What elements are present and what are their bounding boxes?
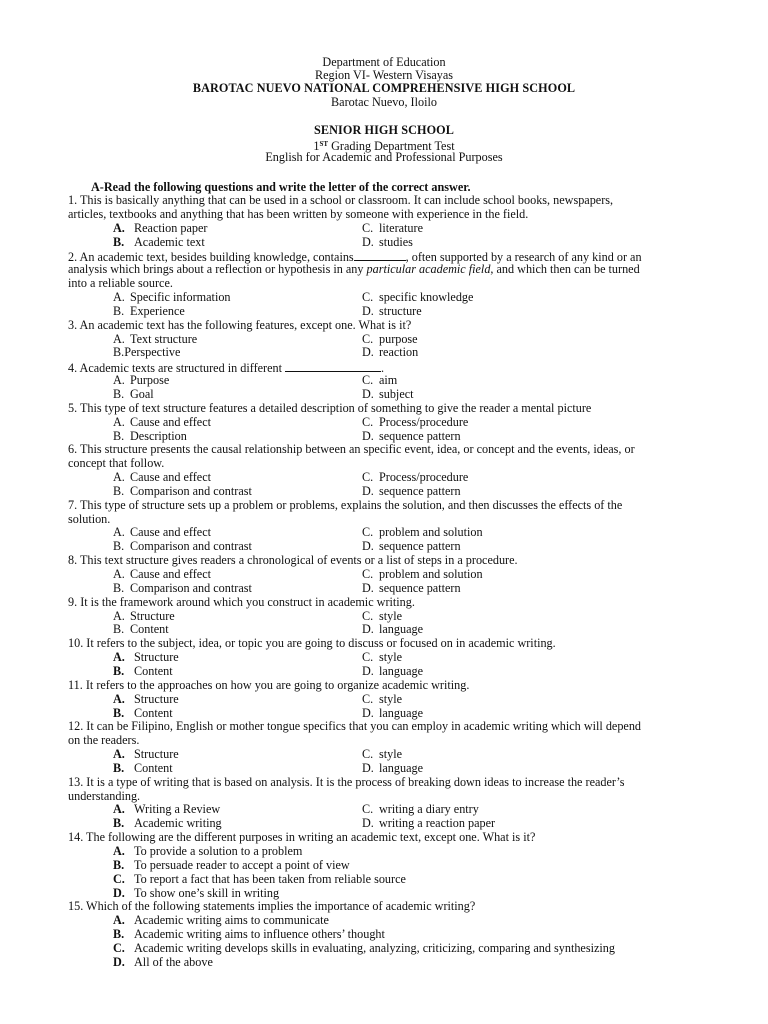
- option-letter: B.: [113, 705, 125, 720]
- option-text: Writing a Review: [134, 802, 221, 817]
- question-stem: 9. It is the framework around which you construct in academic writing.: [68, 594, 415, 609]
- option-text: Purpose: [130, 373, 170, 388]
- option-text: writing a reaction paper: [379, 816, 496, 831]
- option-letter: B.: [113, 386, 125, 401]
- answer-option: [113, 485, 252, 499]
- option-text: style: [379, 650, 403, 665]
- answer-option: [362, 623, 423, 637]
- option-text: Structure: [134, 691, 179, 706]
- question-stem: 6. This structure presents the causal relationship between an specific event, idea, or concept and the events, ideas, or: [68, 442, 635, 457]
- answer-option: [362, 346, 418, 360]
- answer-option: [362, 748, 402, 762]
- option-text: To show one’s skill in writing: [134, 885, 280, 900]
- instruction: A-Read the following questions and write the letter of the correct answer.: [91, 180, 471, 194]
- option-text: Goal: [130, 386, 154, 401]
- option-text: Process/procedure: [379, 470, 469, 484]
- option-text: Process/procedure: [379, 414, 469, 429]
- stem-italic: particular academic field: [366, 262, 491, 277]
- answer-option: [113, 873, 406, 887]
- answer-blank[interactable]: [285, 360, 381, 372]
- answer-option: [362, 236, 413, 250]
- answer-option: [113, 956, 213, 970]
- answer-option: [113, 582, 252, 596]
- option-text: Cause and effect: [130, 567, 211, 581]
- level-text: SENIOR HIGH SCHOOL: [314, 123, 454, 137]
- answer-option: [362, 374, 397, 388]
- answer-option: [362, 707, 423, 721]
- answer-option: [362, 540, 461, 554]
- option-text: specific knowledge: [379, 290, 474, 304]
- option-letter: A.: [113, 650, 125, 665]
- option-text: Structure: [130, 608, 175, 623]
- option-text: Content: [130, 622, 169, 637]
- option-text: Academic text: [134, 234, 205, 249]
- option-letter: C.: [362, 414, 374, 429]
- answer-option: [113, 471, 211, 485]
- option-text: All of the above: [134, 954, 213, 969]
- option-text: aim: [379, 373, 398, 388]
- answer-option: [113, 346, 180, 360]
- answer-option: [113, 845, 302, 859]
- answer-option: [362, 305, 422, 319]
- option-letter: B.: [113, 539, 125, 554]
- answer-option: [113, 374, 169, 388]
- option-letter: C.: [362, 691, 374, 706]
- answer-option: [362, 291, 473, 305]
- question-stem: 15. Which of the following statements implies the importance of academic writing?: [68, 899, 476, 914]
- answer-option: [362, 817, 495, 831]
- answer-option: [113, 651, 179, 665]
- option-letter: C.: [362, 525, 374, 540]
- option-letter: B.: [113, 580, 125, 595]
- option-text: sequence pattern: [379, 580, 461, 595]
- answer-option: [113, 540, 252, 554]
- option-letter: A.: [113, 414, 125, 429]
- option-letter: B.: [113, 816, 125, 831]
- option-letter: B.: [113, 303, 125, 318]
- answer-option: [113, 693, 179, 707]
- grading-sup: ST: [319, 140, 329, 148]
- option-text: language: [379, 705, 423, 720]
- option-text: Academic writing aims to communicate: [134, 913, 329, 928]
- answer-option: [113, 291, 231, 305]
- option-letter: D.: [362, 705, 374, 720]
- option-letter: B.: [113, 663, 125, 678]
- option-text: To provide a solution to a problem: [134, 844, 303, 858]
- option-letter: D.: [113, 885, 125, 900]
- option-text: sequence pattern: [379, 428, 461, 443]
- option-text: Academic writing: [134, 816, 222, 831]
- option-letter: A.: [113, 567, 125, 581]
- option-text: Content: [134, 705, 173, 720]
- option-text: Academic writing aims to influence others’ thought: [134, 927, 385, 942]
- option-text: Comparison and contrast: [130, 580, 252, 595]
- option-text: purpose: [379, 331, 418, 346]
- option-text: problem and solution: [379, 567, 483, 581]
- answer-option: [362, 665, 423, 679]
- option-letter: A.: [113, 913, 125, 928]
- question-stem: 12. It can be Filipino, English or mother tongue specifics that you can employ in academic writing which will depend: [68, 719, 642, 734]
- option-letter: D.: [362, 234, 374, 249]
- answer-option: [113, 914, 329, 928]
- option-letter: C.: [362, 650, 374, 665]
- answer-option: [362, 471, 468, 485]
- answer-option: [362, 526, 483, 540]
- answer-option: [362, 416, 468, 430]
- option-letter: B.: [113, 760, 125, 775]
- stem-text: , and which then can be turned: [490, 262, 640, 277]
- option-text: Content: [134, 760, 173, 775]
- question-stem: 13. It is a type of writing that is based on analysis. It is the process of breaking down ideas to increase the reader’s: [68, 774, 625, 789]
- option-text: Comparison and contrast: [130, 483, 252, 498]
- question-stem: 1. This is basically anything that can be used in a school or classroom. It can include school books, newspapers,: [68, 193, 614, 207]
- option-letter: D.: [362, 760, 374, 775]
- option-text: subject: [379, 386, 414, 401]
- department-line: Department of Education: [322, 55, 446, 69]
- option-letter: D.: [362, 816, 374, 831]
- answer-option: [362, 610, 402, 624]
- option-text: style: [379, 747, 403, 761]
- answer-blank[interactable]: [354, 249, 406, 261]
- option-letter: C.: [113, 940, 125, 955]
- option-text: Perspective: [124, 345, 181, 360]
- grading-rest: Grading Department Test: [328, 139, 455, 153]
- option-letter: A.: [113, 747, 125, 761]
- option-text: Content: [134, 663, 173, 678]
- option-letter: B.: [113, 927, 125, 942]
- option-text: style: [379, 691, 403, 706]
- option-text: To report a fact that has been taken from reliable source: [134, 871, 406, 886]
- option-letter: D.: [362, 663, 374, 678]
- question-stem: understanding.: [68, 788, 141, 803]
- question-stem: concept that follow.: [68, 456, 165, 471]
- question-stem: 14. The following are the different purposes in writing an academic text, except one. What is it?: [68, 830, 536, 845]
- question-stem: solution.: [68, 511, 111, 526]
- stem-text: 2. An academic text, besides building knowledge, contains: [68, 250, 354, 265]
- option-text: Structure: [134, 650, 179, 665]
- stem-text: analysis which brings about a reflection or hypothesis in any: [68, 262, 367, 277]
- option-letter: C.: [362, 802, 374, 817]
- answer-option: [362, 222, 423, 236]
- answer-option: [113, 762, 173, 776]
- option-letter: B.: [113, 857, 125, 872]
- answer-option: [362, 388, 414, 402]
- option-letter: C.: [113, 871, 125, 886]
- answer-option: [113, 665, 173, 679]
- option-text: Specific information: [130, 290, 231, 304]
- option-text: problem and solution: [379, 525, 483, 540]
- answer-option: [362, 693, 402, 707]
- option-letter: B.: [113, 345, 125, 360]
- option-letter: A.: [113, 373, 125, 388]
- answer-option: [362, 333, 418, 347]
- answer-option: [362, 803, 479, 817]
- answer-option: [362, 568, 483, 582]
- option-text: reaction: [379, 345, 419, 360]
- option-letter: C.: [362, 220, 374, 235]
- answer-option: [113, 610, 175, 624]
- option-text: structure: [379, 303, 422, 318]
- option-text: sequence pattern: [379, 539, 461, 554]
- option-text: Reaction paper: [134, 220, 208, 235]
- option-letter: D.: [362, 622, 374, 637]
- question-stem: on the readers.: [68, 733, 140, 748]
- level-line: [0, 124, 768, 138]
- stem-text: 4. Academic texts are structured in different: [68, 361, 286, 376]
- option-letter: D.: [362, 428, 374, 443]
- answer-option: [362, 485, 461, 499]
- answer-option: [113, 222, 207, 236]
- option-text: Cause and effect: [130, 470, 211, 484]
- option-text: Experience: [130, 303, 185, 318]
- location-line: Barotac Nuevo, Iloilo: [331, 95, 437, 109]
- option-letter: A.: [113, 608, 125, 623]
- option-text: Comparison and contrast: [130, 539, 252, 554]
- question-stem: 3. An academic text has the following features, except one. What is it?: [68, 317, 412, 332]
- question-stem: 11. It refers to the approaches on how you are going to organize academic writing.: [68, 677, 470, 692]
- question-stem: 10. It refers to the subject, idea, or topic you are going to discuss or focused on in academic writing.: [68, 636, 556, 651]
- option-text: language: [379, 760, 423, 775]
- option-text: Cause and effect: [130, 525, 211, 540]
- answer-option: [113, 928, 385, 942]
- answer-option: [113, 623, 169, 637]
- answer-option: [113, 817, 222, 831]
- answer-option: [113, 942, 615, 956]
- question-stem: 5. This type of text structure features a detailed description of something to give the reader a mental picture: [68, 400, 592, 415]
- option-letter: C.: [362, 373, 374, 388]
- answer-option: [362, 762, 423, 776]
- option-letter: D.: [362, 345, 374, 360]
- option-text: Text structure: [130, 331, 198, 346]
- region-line: Region VI- Western Visayas: [314, 68, 454, 82]
- option-letter: A.: [113, 691, 125, 706]
- answer-option: [362, 582, 461, 596]
- option-letter: C.: [362, 331, 374, 346]
- answer-option: [113, 803, 220, 817]
- answer-option: [113, 748, 179, 762]
- answer-option: [362, 651, 402, 665]
- school-name: [0, 82, 768, 96]
- option-text: sequence pattern: [379, 483, 461, 498]
- option-letter: C.: [362, 567, 374, 581]
- option-text: Description: [130, 428, 187, 443]
- option-letter: C.: [362, 290, 374, 304]
- option-letter: A.: [113, 844, 125, 858]
- answer-option: [113, 416, 211, 430]
- answer-option: [113, 305, 185, 319]
- option-letter: B.: [113, 428, 125, 443]
- answer-option: [113, 707, 173, 721]
- question-stem: articles, textbooks and anything that has been written by someone with experience in the field.: [68, 206, 529, 221]
- option-letter: B.: [113, 483, 125, 498]
- answer-option: [113, 526, 211, 540]
- option-text: studies: [379, 234, 413, 249]
- question-stem: 8. This text structure gives readers a chronological of events or a list of steps in a procedure.: [68, 553, 518, 568]
- option-letter: D.: [362, 483, 374, 498]
- school-name-text: BAROTAC NUEVO NATIONAL COMPREHENSIVE HIGH SCHOOL: [192, 81, 576, 95]
- option-letter: B.: [113, 622, 125, 637]
- option-text: Structure: [134, 747, 179, 761]
- grading-num: 1: [313, 139, 320, 153]
- answer-option: [113, 430, 187, 444]
- subject-line: English for Academic and Professional Purposes: [265, 150, 503, 164]
- option-text: literature: [379, 220, 423, 235]
- stem-text: .: [381, 361, 385, 376]
- answer-option: [113, 333, 197, 347]
- question-stem: into a reliable source.: [68, 276, 173, 291]
- option-text: style: [379, 608, 403, 623]
- option-letter: C.: [362, 608, 374, 623]
- option-letter: D.: [362, 539, 374, 554]
- option-letter: A.: [113, 470, 125, 484]
- answer-option: [113, 859, 350, 873]
- option-letter: A.: [113, 331, 125, 346]
- stem-text: , often supported by a research of any kind or an: [405, 250, 642, 265]
- question-stem: 7. This type of structure sets up a problem or problems, explains the solution, and then discusses the effects of the: [68, 497, 623, 512]
- option-letter: A.: [113, 802, 125, 817]
- option-letter: D.: [362, 580, 374, 595]
- answer-option: [113, 236, 205, 250]
- option-letter: A.: [113, 220, 125, 235]
- option-text: Cause and effect: [130, 414, 211, 429]
- option-letter: A.: [113, 525, 125, 540]
- answer-option: [362, 430, 461, 444]
- option-letter: D.: [362, 386, 374, 401]
- answer-option: [113, 568, 211, 582]
- option-text: Academic writing develops skills in evaluating, analyzing, criticizing, comparing and synthesizing: [134, 940, 615, 955]
- option-text: writing a diary entry: [379, 802, 479, 817]
- option-letter: A.: [113, 290, 125, 304]
- option-letter: D.: [362, 303, 374, 318]
- option-letter: C.: [362, 470, 374, 484]
- answer-option: [113, 388, 154, 402]
- option-text: language: [379, 663, 423, 678]
- option-text: language: [379, 622, 423, 637]
- question-stem: [68, 263, 640, 277]
- option-letter: C.: [362, 747, 374, 761]
- option-letter: B.: [113, 234, 125, 249]
- option-text: To persuade reader to accept a point of view: [134, 857, 350, 872]
- option-letter: D.: [113, 954, 125, 969]
- answer-option: [113, 887, 279, 901]
